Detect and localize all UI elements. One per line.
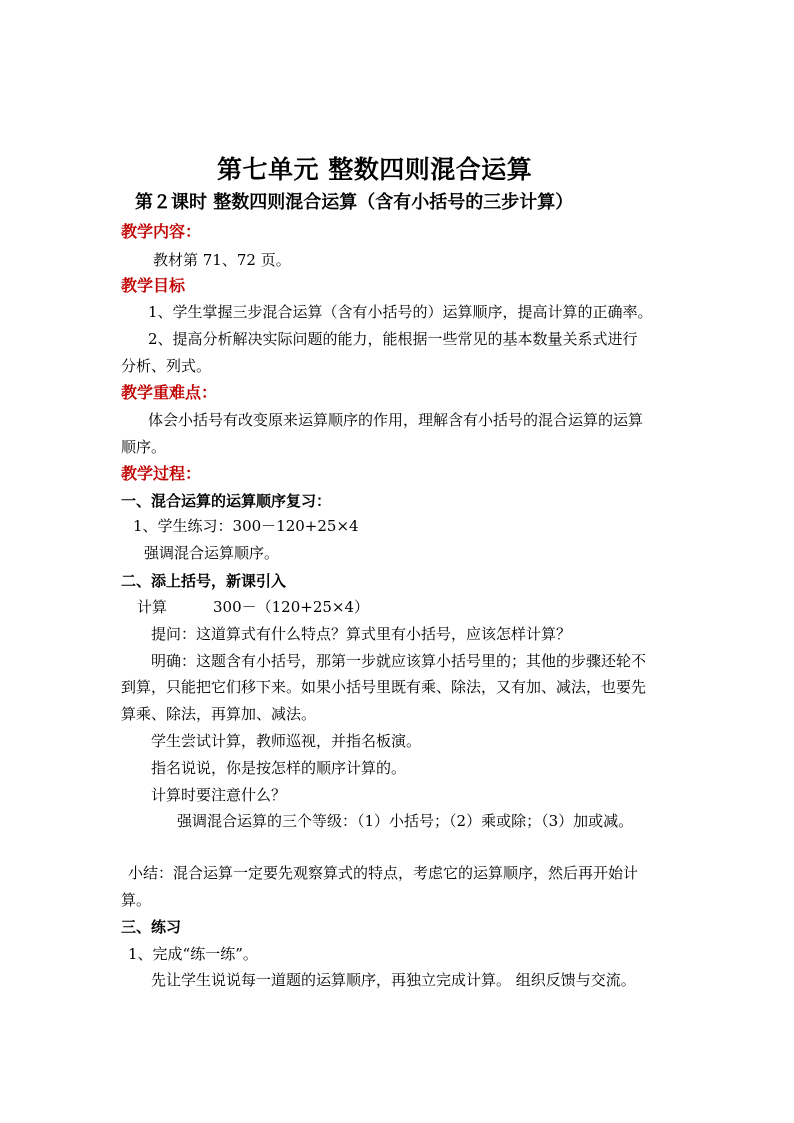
part-1-heading: 一、混合运算的运算顺序复习： [121,492,332,510]
section-heading-content: 教学内容： [121,222,202,241]
goal-1: 1、学生掌握三步混合运算（含有小括号的）运算顺序，提高计算的正确率。 [148,303,653,321]
part-2-try: 学生尝试计算，教师巡视，并指名板演。 [151,732,422,750]
part-2-clarify-line-2: 到算，只能把它们移下来。如果小括号里既有乘、除法，又有加、减法，也要先 [121,678,647,696]
part-3-heading: 三、练习 [121,918,182,936]
part-2-explain: 指名说说，你是按怎样的顺序计算的。 [151,759,407,777]
key-points-line-1: 体会小括号有改变原来运算顺序的作用，理解含有小括号的混合运算的运算 [148,411,644,429]
part-2-attention: 计算时要注意什么？ [151,786,287,804]
part-3-item-1: 1、完成“练一练”。 [128,945,258,963]
goal-2-line-2: 分析、列式。 [121,357,212,375]
summary-line-1: 小结：混合运算一定要先观察算式的特点，考虑它的运算顺序，然后再开始计 [128,864,639,882]
part-2-calc-expression: 300－（120+25×4） [213,598,370,616]
goal-2-line-1: 2、提高分析解决实际问题的能力，能根据一些常见的基本数量关系式进行 [148,330,638,348]
part-2-levels: 强调混合运算的三个等级：（1）小括号；（2）乘或除；（3）加或减。 [177,812,634,830]
section-heading-goals: 教学目标 [121,276,186,295]
document-subtitle: 第２课时 整数四则混合运算（含有小括号的三步计算） [135,192,574,213]
key-points-line-2: 顺序。 [121,438,167,456]
content-text: 教材第 71、72 页。 [153,251,291,269]
part-2-clarify-line-3: 算乘、除法，再算加、减法。 [121,705,317,723]
document-title: 第七单元 整数四则混合运算 [217,155,533,184]
part-2-question: 提问：这道算式有什么特点？算式里有小括号，应该怎样计算？ [151,625,572,643]
part-3-item-1-detail: 先让学生说说每一道题的运算顺序，再独立完成计算。 组织反馈与交流。 [151,971,636,989]
part-2-heading: 二、添上括号，新课引入 [121,572,287,590]
part-2-clarify-line-1: 明确：这题含有小括号，那第一步就应该算小括号里的；其他的步骤还轮不 [151,652,647,670]
section-heading-key-points: 教学重难点： [121,383,218,402]
part-2-calc-label: 计算 [137,598,168,616]
part-1-note: 强调混合运算顺序。 [144,544,280,562]
section-heading-process: 教学过程： [121,464,202,483]
part-1-exercise: 1、学生练习：300－120+25×4 [133,517,359,535]
summary-line-2: 算。 [121,891,152,909]
